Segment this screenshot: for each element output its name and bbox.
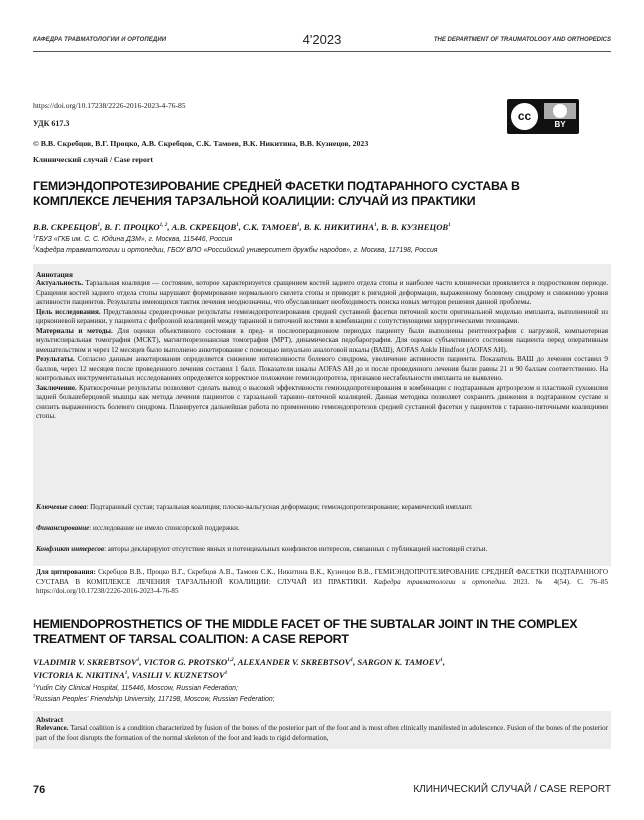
keywords-text: : Подтаранный сустав; тарзальная коалиция; плоско-вальгусная деформация; гемиэндопротезирование; керамический имплант. [86, 503, 473, 511]
udc-code: УДК 617.3 [33, 119, 70, 128]
section-label: Актуальность. [36, 279, 84, 287]
author-name: В.В. СКРЕБЦОВ [33, 222, 98, 232]
abstract-paragraph [36, 308, 608, 327]
person-icon [553, 104, 567, 118]
author-sup: 1, 2 [159, 222, 168, 229]
abstract-body-en [36, 724, 608, 743]
section-label: Материалы и методы. [36, 326, 113, 335]
author-sup: 1 [97, 222, 101, 229]
citation-tail[interactable]: 2023. № 4(54). С. 76–85 https://doi.org/10.17238/2226-2016-2023-4-76-85 [36, 577, 608, 595]
abstract-paragraph [36, 327, 608, 356]
section-label-footer: КЛИНИЧЕСКИЙ СЛУЧАЙ / CASE REPORT [413, 784, 611, 795]
author-name: VASILII V. KUZNETSOV [131, 670, 225, 680]
citation-label: Для цитирования: [36, 568, 96, 576]
author-name: В. В. КУЗНЕЦОВ [381, 222, 449, 232]
section-label: Результаты. [36, 355, 75, 363]
section-text: Краткосрочные результаты позволяют сделать вывод о высокой эффективности гемиэндопротезирования в комбинации с подтаранным артроэрезом и пластикой сухожилия задней большеберцовой мышцы как метода лечения пациентов с тарзальной таранно–пяточной коалицией. Данная методика позволяет сохранить движения в подтаранном суставе и снизить выраженность болевого синдрома. Планируется дальнейшая работа по применению гемиэндопротезов средней суставной фасетки у пациентов с таранно-пяточными коалициями стопы. [36, 383, 608, 420]
section-text: Согласно данным анкетирования определяется снижение интенсивности болевого синдрома, увеличение активности пациента. Показатель ВАШ до лечения составил 9 баллов, через 12 месяцев после проведенного лечения составил 1 балл. Показатели шкалы AOFAS AH до и после проведенного лечения были равны 21 и 90 баллам соответственно. На контрольных инструментальных исследованиях определяется корректное положение гемиэндопротеза, признаков нестабильности импланта не выявлено. [36, 355, 608, 382]
copyright-line: © В.В. Скребцов, В.Г. Процко, А.В. Скребцов, С.К. Тамоев, В.К. Никитина, В.В. Кузнецов, 2023 [33, 139, 369, 148]
author-sup: 1 [374, 222, 377, 229]
author-sup: 1 [296, 222, 300, 229]
author-name: SARGON K. TAMOEV [357, 657, 441, 667]
author-sup: 1 [448, 222, 451, 229]
page-number: 76 [33, 784, 46, 796]
aff-sup: 2 [33, 244, 36, 250]
aff-text: Russian Peoples' Friendship University, 117198, Moscow, Russian Federation; [35, 696, 275, 703]
authors-line: VLADIMIR V. SKREBTSOV$^1$, VICTOR G. PROTSKO$^{1,2}$, ALEXANDER V. SKREBTSOV$^1$, SARGON K. TAMOEV$^1$, [33, 657, 445, 667]
section-text: Представлены среднесрочные результаты гемиэндопротезирования средней суставной фасетки пяточной кости оригинальной моделью импланта, выполненной из циркониевой керамики, у пациента с фиброзной коалицией между таранной и пяточной костями в комбинации с сопутствующими хирургическими техниками. [36, 307, 608, 325]
citation-text: Скребцов В.В., Процко В.Г., Скребцов А.В., Тамоев С.К., Никитина В.К., Кузнецов В.В., ГЕМИЭНДОПРОТЕЗИРОВАНИЕ СРЕДНЕЙ ФАСЕТКИ ПОДТАРАННОГО СУСТАВА В КОМПЛЕКСЕ ЛЕЧЕНИЯ ТАРЗАЛЬНОЙ КОАЛИЦИИ: СЛУЧАЙ ИЗ ПРАКТИКИ. [36, 568, 608, 586]
author-sup: 1 [440, 657, 443, 664]
authors-line: VICTORIA K. NIKITINA$^1$, VASILII V. KUZNETSOV$^1$ [33, 670, 228, 680]
aff-text: Кафедра травматологии и ортопедии, ГБОУ ВПО «Российский университет дружбы народов», г. Москва, 117198, Россия [35, 247, 438, 254]
title-line: КОМПЛЕКСЕ ЛЕЧЕНИЯ ТАРЗАЛЬНОЙ КОАЛИЦИИ: СЛУЧАЙ ИЗ ПРАКТИКИ [33, 194, 476, 208]
funding [36, 524, 608, 534]
issue-number: 4'2023 [302, 32, 342, 47]
author-sup: 1 [236, 222, 239, 229]
cc-icon: cc [510, 102, 539, 131]
author-name: VICTOR G. PROTSKO [143, 657, 228, 667]
section-text: Тарзальная коалиция — состояние, которое характеризуется сращением костей заднего отдела стопы и наиболее часто клинически проявляется в подростковом периоде. Сращения костей заднего отдела стопы нарушают формирование нормального скелета стопы и приводят к ригидной деформации, выраженному болевому синдрому и снижению уровня активности пациентов. Результаты имеющихся тактик лечения неоднозначны, что обуславливает необходимость поиска новых методов решения данной проблемы. [36, 279, 608, 306]
author-name: VLADIMIR V. SKREBTSOV [33, 657, 137, 667]
by-label: BY [554, 120, 566, 129]
author-name: С.К. ТАМОЕВ [243, 222, 297, 232]
running-header [33, 30, 611, 50]
author-sup: 1 [224, 670, 228, 677]
abstract-paragraph [36, 384, 608, 422]
section-text: Tarsal coalition is a condition characterized by fusion of the bones of the posterior part of the foot and is most often clinically manifested in adolescence. Fusion of the bones of the posterior part of the foot disrupts the formation of the normal skeleton of the foot and leads to rigid deformation, [36, 724, 608, 742]
aff-sup: 2 [33, 693, 36, 699]
abstract-heading: Abstract [36, 715, 64, 724]
affiliation-en-1 [33, 682, 238, 692]
keywords [36, 503, 608, 513]
article-title-en [33, 617, 618, 647]
citation-journal: Кафедра травматологии и ортопедии. [373, 577, 507, 586]
citation [36, 568, 608, 597]
conflict-label: Конфликт интересов [36, 545, 105, 553]
keywords-label: Ключевые слова [36, 503, 87, 511]
section-label: Цель исследования. [36, 307, 101, 316]
authors-ru: В.В. СКРЕБЦОВ$^1$, В. Г. ПРОЦКО$^{1, 2}$, А.В. СКРЕБЦОВ$^1$, С.К. ТАМОЕВ$^1$, В. К. НИКИТИНА$^1$, В. В. КУЗНЕЦОВ$^1$ [33, 222, 451, 232]
section-label: Заключение. [36, 383, 77, 392]
conflict-text: : авторы декларируют отсутствие явных и потенциальных конфликтов интересов, связанных с публикацией настоящей статьи. [104, 545, 488, 553]
author-name: А.В. СКРЕБЦОВ [171, 222, 237, 232]
journal-name-ru: КАФЕДРА ТРАВМАТОЛОГИИ И ОРТОПЕДИИ [33, 37, 167, 43]
author-sup: 1,2 [227, 657, 234, 664]
header-divider [33, 51, 611, 52]
conflict-of-interest [36, 545, 608, 555]
funding-label: Финансирование [36, 524, 90, 532]
author-sup: 1 [350, 657, 354, 664]
section-text: Для оценки объективного состояния в пред- и послеоперационном периодах пациенту были выполнены рентгенография с нагрузкой, компьютерная мультиспиральная томография (МСКТ), магнитнорезонансная томография (МРТ), динамическая педобарография. Для оценки субъективного состояния пациента перед оперативным вмешательством и через 12 месяцев было выполнено анкетирование с помощью визуально аналоговой шкалы (ВАШ), AOFAS Ankle Hindfoot (AOFAS AH). [36, 326, 609, 354]
aff-text: ГБУЗ «ГКБ им. С. С. Юдина ДЗМ», г. Москва, 115446, Россия [35, 236, 233, 243]
journal-name-en: THE DEPARTMENT OF TRAUMATOLOGY AND ORTHOPEDICS [433, 37, 611, 43]
author-name: ALEXANDER V. SKREBTSOV [237, 657, 351, 667]
title-line: HEMIENDOPROSTHETICS OF THE MIDDLE FACET OF THE SUBTALAR JOINT IN THE COMPLEX [33, 617, 578, 631]
funding-text: : исследование не имело спонсорской поддержки. [89, 524, 240, 532]
aff-sup: 1 [33, 682, 36, 688]
abstract-paragraph [36, 355, 608, 384]
affiliation-en-2 [33, 693, 275, 703]
author-name: В. К. НИКИТИНА [303, 222, 375, 232]
aff-text: Yudin City Clinical Hospital, 115446, Moscow, Russian Federation; [35, 685, 238, 692]
abstract-body-ru [36, 279, 608, 422]
title-line: ГЕМИЭНДОПРОТЕЗИРОВАНИЕ СРЕДНЕЙ ФАСЕТКИ ПОДТАРАННОГО СУСТАВА В [33, 179, 520, 193]
title-line: TREATMENT OF TARSAL COALITION: A CASE REPORT [33, 632, 349, 646]
author-name: В. Г. ПРОЦКО [104, 222, 160, 232]
affiliation-ru-1 [33, 233, 233, 243]
author-sup: 1 [124, 670, 128, 677]
annotation-heading: Аннотация [36, 270, 73, 279]
article-type: Клинический случай / Case report [33, 155, 153, 164]
abstract-paragraph [36, 724, 608, 743]
author-sup: 1 [136, 657, 140, 664]
abstract-paragraph [36, 279, 608, 308]
cc-by-license-logo[interactable] [507, 99, 579, 134]
section-label: Relevance. [36, 724, 69, 732]
author-name: VICTORIA K. NIKITINA [33, 670, 125, 680]
aff-sup: 1 [33, 233, 36, 239]
affiliation-ru-2 [33, 244, 438, 254]
doi-link[interactable]: https://doi.org/10.17238/2226-2016-2023-4-76-85 [33, 101, 186, 110]
authors-en [33, 656, 613, 682]
article-title-ru [33, 179, 613, 209]
